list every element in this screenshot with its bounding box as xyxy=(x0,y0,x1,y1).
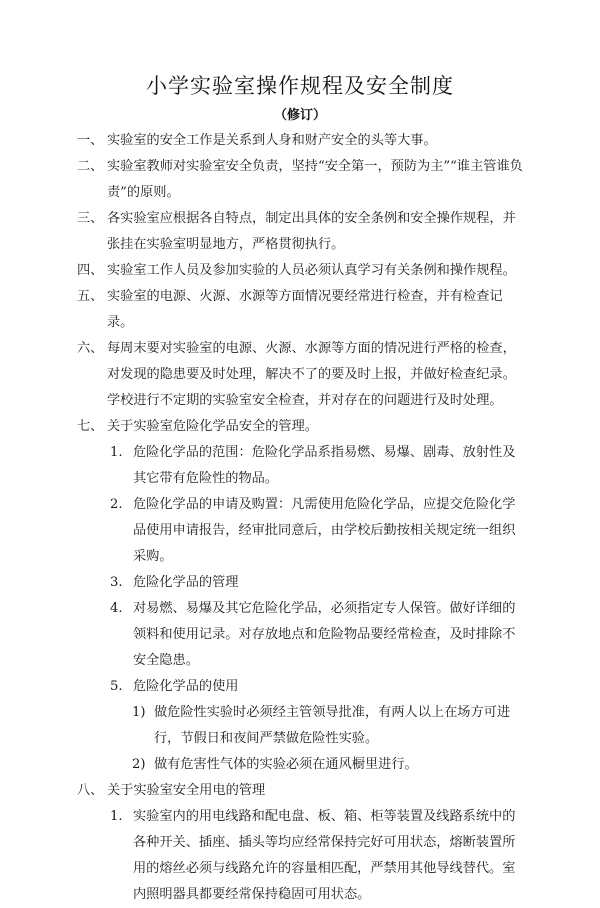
list-item-number: 六、 xyxy=(77,341,104,356)
list-item-text: 实验室工作人员及参加实验的人员必须认真学习有关条例和操作规程。 xyxy=(107,263,516,278)
list-item-number: 一、 xyxy=(77,133,104,148)
list-item-text: 危险化学品的范围：危险化学品系指易燃、易爆、剧毒、放射性及其它带有危险性的物品。 xyxy=(133,445,516,486)
list-item-number: 1. xyxy=(110,809,123,824)
list-item-number: 4. xyxy=(110,601,123,616)
list-item xyxy=(0,778,600,804)
list-item-number: 三、 xyxy=(77,211,104,226)
list-item-number: 五、 xyxy=(77,289,104,304)
list-item-number: 3. xyxy=(110,575,123,590)
list-item-text: 做有危害性气体的实验必须在通风橱里进行。 xyxy=(154,757,418,772)
list-item-number: 2) xyxy=(132,757,146,772)
list-item xyxy=(0,752,600,778)
list-item xyxy=(0,336,600,414)
list-item-number: 5. xyxy=(110,679,123,694)
list-item-text: 关于实验室危险化学品安全的管理。 xyxy=(107,419,318,434)
list-item-text: 危险化学品的使用 xyxy=(133,679,239,694)
list-item-number: 1) xyxy=(132,705,146,720)
list-item-number: 四、 xyxy=(77,263,104,278)
list-item xyxy=(0,284,600,336)
list-item-text: 实验室教师对实验室安全负责，坚持“安全第一，预防为主”“谁主管谁负责”的原则。 xyxy=(107,159,523,200)
list-item-number: 二、 xyxy=(77,159,104,174)
document-title: 小学实验室操作规程及安全制度 xyxy=(146,74,454,98)
list-item-text: 对易燃、易爆及其它危险化学品，必须指定专人保管。做好详细的领料和使用记录。对存放地点和危险物品要经常检查，及时排除不安全隐患。 xyxy=(133,601,516,668)
list-item-text: 危险化学品的管理 xyxy=(133,575,239,590)
list-item xyxy=(0,492,600,570)
list-item xyxy=(0,596,600,674)
list-item xyxy=(0,804,600,908)
list-item-text: 实验室的安全工作是关系到人身和财产安全的头等大事。 xyxy=(107,133,437,148)
list-item-text: 实验室内的用电线路和配电盘、板、箱、柜等装置及线路系统中的各种开关、插座、插头等均应经常保持完好可用状态，熔断装置所用的熔丝必须与线路允许的容量相匹配，严禁用其他导线替代。室内照明器具都要经常保持稳固可用状态。 xyxy=(133,809,516,902)
list-item-number: 1. xyxy=(110,445,123,460)
list-item-text: 关于实验室安全用电的管理 xyxy=(107,783,266,798)
list-item xyxy=(0,128,600,154)
document-body xyxy=(0,128,600,908)
list-item-text: 实验室的电源、火源、水源等方面情况要经常进行检查，并有检查记录。 xyxy=(107,289,503,330)
list-item xyxy=(0,206,600,258)
list-item xyxy=(0,700,600,752)
list-item-number: 八、 xyxy=(77,783,104,798)
list-item-text: 各实验室应根据各自特点，制定出具体的安全条例和安全操作规程，并张挂在实验室明显地方，严格贯彻执行。 xyxy=(107,211,516,252)
list-item-text: 危险化学品的申请及购置：凡需使用危险化学品，应提交危险化学品使用申请报告，经审批同意后，由学校后勤按相关规定统一组织采购。 xyxy=(133,497,516,564)
document-subtitle: （修订） xyxy=(273,108,326,123)
list-item xyxy=(0,414,600,440)
list-item-number: 2. xyxy=(110,497,123,512)
list-item xyxy=(0,570,600,596)
list-item xyxy=(0,154,600,206)
list-item-text: 每周末要对实验室的电源、火源、水源等方面的情况进行严格的检查，对发现的隐患要及时处理，解决不了的要及时上报，并做好检查纪录。学校进行不定期的实验室安全检查，并对存在的问题进行及时处理。 xyxy=(107,341,516,408)
list-item xyxy=(0,674,600,700)
list-item-text: 做危险性实验时必须经主管领导批准，有两人以上在场方可进行，节假日和夜间严禁做危险性实验。 xyxy=(154,705,511,746)
list-item xyxy=(0,258,600,284)
list-item xyxy=(0,440,600,492)
list-item-number: 七、 xyxy=(77,419,104,434)
